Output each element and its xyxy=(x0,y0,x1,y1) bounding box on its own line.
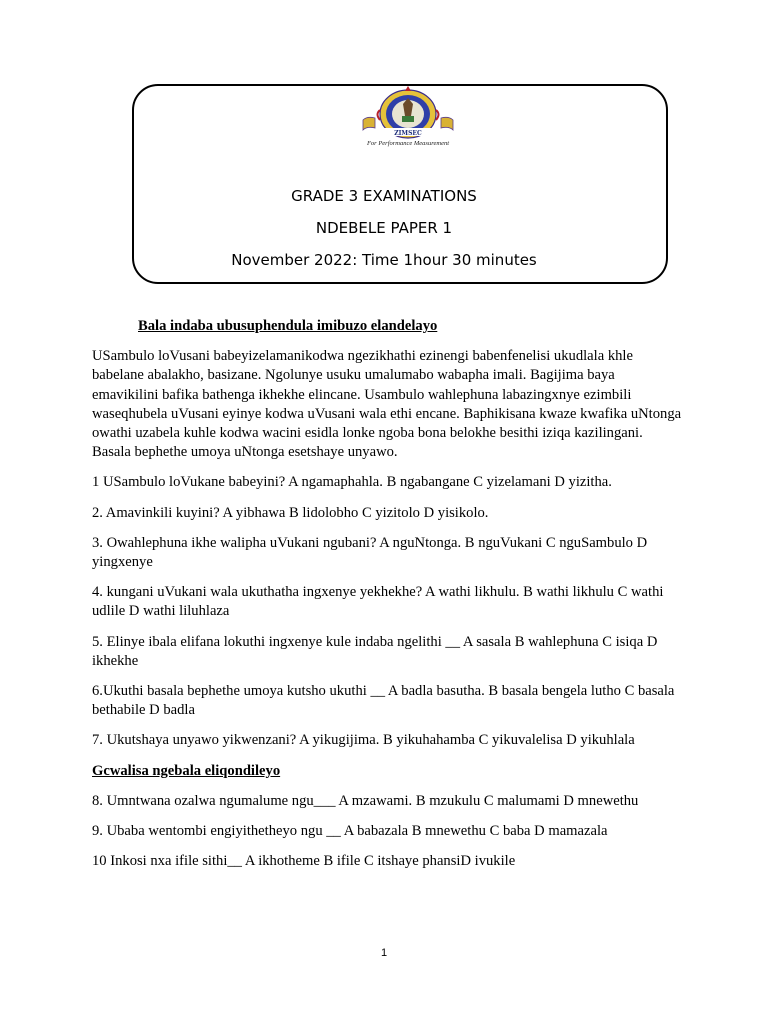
question-1: 1 USambulo loVukane babeyini? A ngamaphahla. B ngabangane C yizelamani D yizitha. xyxy=(92,474,612,491)
question-5: 5. Elinye ibala elifana lokuthi ingxenye kule indaba ngelithi __ A sasala B wahlephuna C isiqa D ikhekhe xyxy=(92,633,658,669)
question-4: 4. kungani uVukani wala ukuthatha ingxenye yekhekhe? A wathi likhulu. B wathi likhulu C wathi udlile D wathi liluhlaza xyxy=(92,584,664,620)
exam-paper-title: NDEBELE PAPER 1 xyxy=(315,219,453,237)
question-7: 7. Ukutshaya unyawo yikwenzani? A yikugijima. B yikuhahamba C yikuvalelisa D yikuhlala xyxy=(92,732,635,749)
zimsec-logo xyxy=(353,86,463,148)
svg-text:For Performance Measurement: For Performance Measurement xyxy=(366,140,450,147)
svg-text:ZIMSEC: ZIMSEC xyxy=(394,130,422,137)
question-8: 8. Umntwana ozalwa ngumalume ngu___ A mzawami. B mzukulu C malumami D mnewethu xyxy=(92,792,639,809)
question-6: 6.Ukuthi basala bephethe umoya kutsho ukuthi __ A badla basutha. B basala bengela lutho C basala bethabile D badla xyxy=(92,683,675,719)
reading-instruction: Bala indaba ubusuphendula imibuzo elandelayo xyxy=(138,318,438,334)
page-number: 1 xyxy=(380,947,388,959)
question-9: 9. Ubaba wentombi engiyithetheyo ngu __ A babazala B mnewethu C baba D mamazala xyxy=(92,823,608,840)
question-3: 3. Owahlephuna ikhe walipha uVukani ngubani? A nguNtonga. B nguVukani C nguSambulo D yingxenye xyxy=(92,534,648,571)
question-10: 10 Inkosi nxa ifile sithi__ A ikhotheme B ifile C itshaye phansiD ivukile xyxy=(92,853,516,870)
exam-date-time: November 2022: Time 1hour 30 minutes xyxy=(231,251,537,269)
question-2: 2. Amavinkili kuyini? A yibhawa B lidolobho C yizitolo D yisikolo. xyxy=(92,504,489,521)
exam-content xyxy=(92,317,682,882)
exam-grade-title: GRADE 3 EXAMINATIONS xyxy=(291,187,477,205)
fill-in-section-title: Gcwalisa ngebala eliqondileyo xyxy=(92,762,281,779)
reading-passage: USambulo loVusani babeyizelamanikodwa ngezikhathi ezinengi babenfenelisi ukudlala khle babelane abalakho, basizane. Ngolunye usuku umalumabo wabapha imali. Bagijima baya emavikilini bafika bathenga ikhekhe elincane. Usambulo wahlephuna labazingxnye ezimbili waseqhubela uVusani eyinye kodwa uVusani wala ethi encane. Baphikisana kwaze kwafika uNtonga owathi uzabela kuhle kodwa wacini esidla lonke ngoba bona belokhe besithi iziqa kazilingani. Basala bephethe umoya uNtonga esetshaye unyawo. xyxy=(92,348,682,461)
